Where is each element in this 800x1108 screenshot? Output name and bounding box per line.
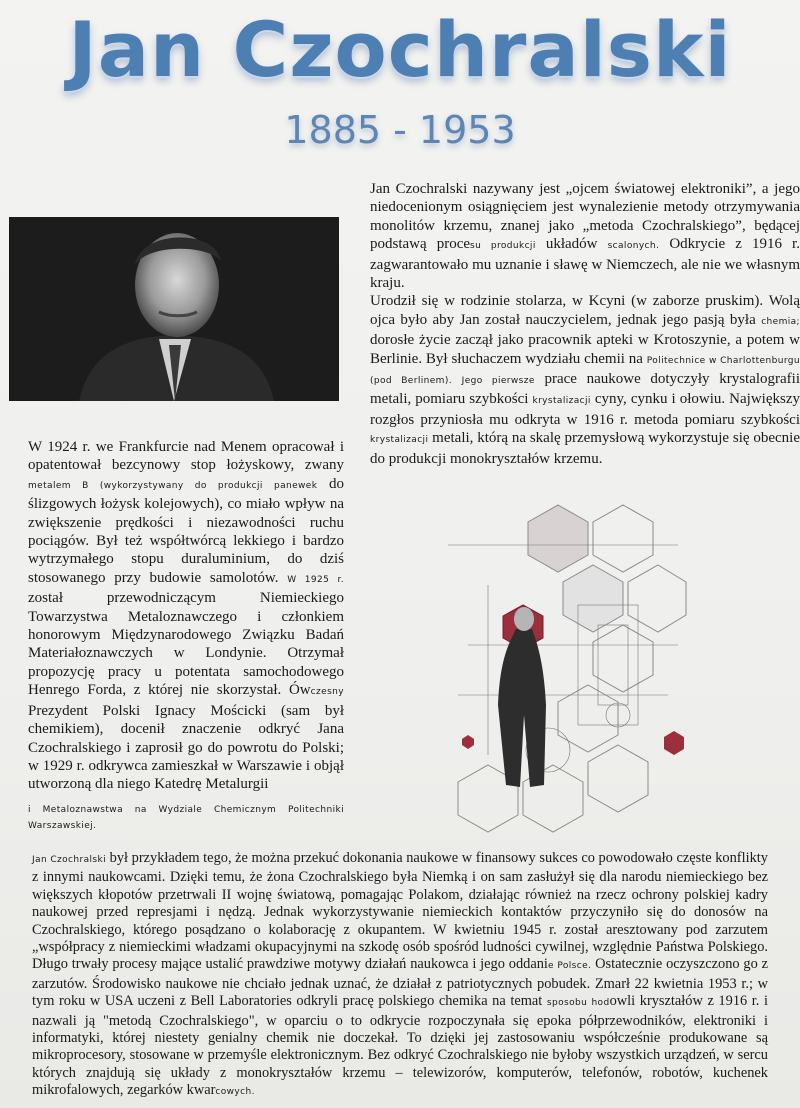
- text-segment: metalem B (wykorzystywany do produkcji panewek: [28, 480, 318, 491]
- text-segment: prace naukowe dotyczyły krystalografii metali, pomiaru szybkości: [370, 371, 800, 408]
- poster-title: Jan Czochralski: [68, 5, 732, 94]
- text-segment: cowych.: [215, 1087, 255, 1098]
- life-years: 1885 - 1953: [284, 108, 516, 152]
- text-segment: do ślizgowych łożysk kolejowych), co miało wpływ na zwiększenie prędkości i niezawodności ruchu pociągów. Był też współtwórcą lekkiego i bardzo wytrzymałego stopu duraluminium, do dziś stosowanego przy budowie samolotów.: [28, 475, 344, 586]
- text-segment: Urodził się w rodzinie stolarza, w Kcyni (w zaborze pruskim). Wolą ojca było aby Jan został nauczycielem, jednak jego pasją była: [370, 293, 800, 328]
- text-segment: e Polsce.: [547, 961, 592, 972]
- text-segment: sposobu hod: [546, 998, 610, 1009]
- text-segment: owli kryształów z 1916 r. i nazwali ją "metodą Czochralskiego", w oparciu o to odkrycie rozpoczynała się epoka półprzewodników, elektroniki i informatyki, której niestety genialny chemik nie doczekał. To dzięki jej zastosowaniu współcześnie produkowane są mikroprocesory, stosowane w przemyśle elektronicznym. Bez odkryć Czochralskiego nie byłoby wszystkich urządzeń, w sercu których znajdują się układy z monokryształów krzemu – telewizorów, komputerów, telefonów, robotów, kuchenek mikrofalowych, zegarków kwar: [32, 993, 768, 1099]
- text-segment: dorosłe życie zaczął jako pracownik apteki w Krotoszynie, a potem w Berlinie. Był słuchaczem wydziału chemii na: [370, 332, 800, 367]
- intro-text: [370, 180, 800, 468]
- text-segment: Odkrycie z 1916 r. zagwarantowało mu uznanie i sławę w Niemczech, ale nie we własnym kraju.: [370, 236, 800, 292]
- portrait-photo: [9, 217, 339, 401]
- intro-paragraph-1: [370, 180, 800, 292]
- text-segment: Prezydent Polski Ignacy Mościcki (sam był chemikiem), docenił znaczenie odkryć Jana Czochralskiego i zaprosił go do powrotu do Polski; w 1929 r. odkrywca zamieszkał w Warszawie i objął utworzoną dla niego Katedrę Metalurgii: [28, 702, 344, 793]
- text-segment: su produkcji: [470, 241, 536, 252]
- text-segment: Jego pierwsze: [461, 376, 535, 387]
- text-segment: układów: [535, 236, 608, 253]
- career-text: [28, 438, 344, 834]
- text-segment: Jan Czochralski: [32, 855, 107, 865]
- text-segment: krystalizacji: [532, 396, 591, 407]
- text-segment: Jan Czochralski nazywany jest „ojcem światowej elektroniki”, a jego niedocenionym osiągnięciem jest wynalezienie metody otrzymywania monolitów krzemu, znanej jako „metoda Czochralskiego”, będącej podstawą proce: [370, 181, 800, 253]
- text-segment: czesny: [310, 687, 344, 698]
- text-segment: [452, 371, 462, 387]
- text-segment: W 1924 r. we Frankfurcie nad Menem opracował i opatentował bezcynowy stop łożyskowy, zwany: [28, 439, 344, 474]
- text-segment: metali, którą na skalę przemysłową wykorzystuje się obecnie do produkcji monokryształów krzemu.: [370, 430, 800, 467]
- hexagon-collage-image: [428, 495, 688, 845]
- career-paragraph: [28, 438, 344, 794]
- career-footer: i Metaloznawstwa na Wydziale Chemicznym Politechniki Warszawskiej.: [28, 804, 344, 831]
- text-segment: W 1925 r.: [287, 574, 344, 585]
- legacy-paragraph: [32, 850, 768, 1102]
- text-segment: krystalizacji: [370, 435, 429, 446]
- intro-paragraph-2: [370, 292, 800, 468]
- text-segment: Politechnice w Charlottenburgu (pod Berlinem).: [370, 355, 800, 387]
- legacy-text: [32, 850, 768, 1102]
- text-segment: Ostatecznie oczyszczono go z zarzutów. Środowisko naukowe nie chciało jednak uznać, że działał z patriotycznych pobudek. Zmarł 22 kwietnia 1953 r.; w tym roku w USA uczeni z Bell Laboratories odkryli pracę polskiego chemika na temat: [32, 956, 768, 1010]
- text-segment: był przykładem tego, że można przekuć dokonania naukowe w finansowy sukces co powodowało częste konflikty z innymi naukowcami. Dzięki temu, że żona Czochralskiego była Niemką i on sam zasłużył się dla narodu niemieckiego bez większych kłopotów przetrwali II wojnę światową, pomagając Polakom, działając również na rzecz ochrony polskiej kadry naukowej przed represjami i nędzą. Jednak wykorzystywanie niemieckich kontaktów przyczyniło się do donosów na Czochralskiego, którego posądzano o kolaborację z okupantem. W kwietniu 1945 r. został aresztowany pod zarzutem „współpracy z niemieckimi władzami okupacyjnymi na szkodę osób spośród ludności cywilnej, względnie Państwa Polskiego. Długo trwały procesy mające ustalić prawdziwe motywy działań naukowca i jego oddani: [32, 850, 768, 973]
- text-segment: chemia;: [761, 316, 800, 327]
- text-segment: scalonych.: [607, 241, 660, 252]
- text-segment: cyny, cynku i ołowiu. Największy rozgłos przyniosła mu odkryta w 1916 r. metoda pomiaru szybkości: [370, 391, 800, 428]
- text-segment: został przewodniczącym Niemieckiego Towarzystwa Metaloznawczego i członkiem honorowym Międzynarodowego Związku Badań Materiałoznawczych w Londynie. Otrzymał propozycję pracy u potentata samochodowego Henrego Forda, z której nie skorzystał. Ów: [28, 590, 344, 699]
